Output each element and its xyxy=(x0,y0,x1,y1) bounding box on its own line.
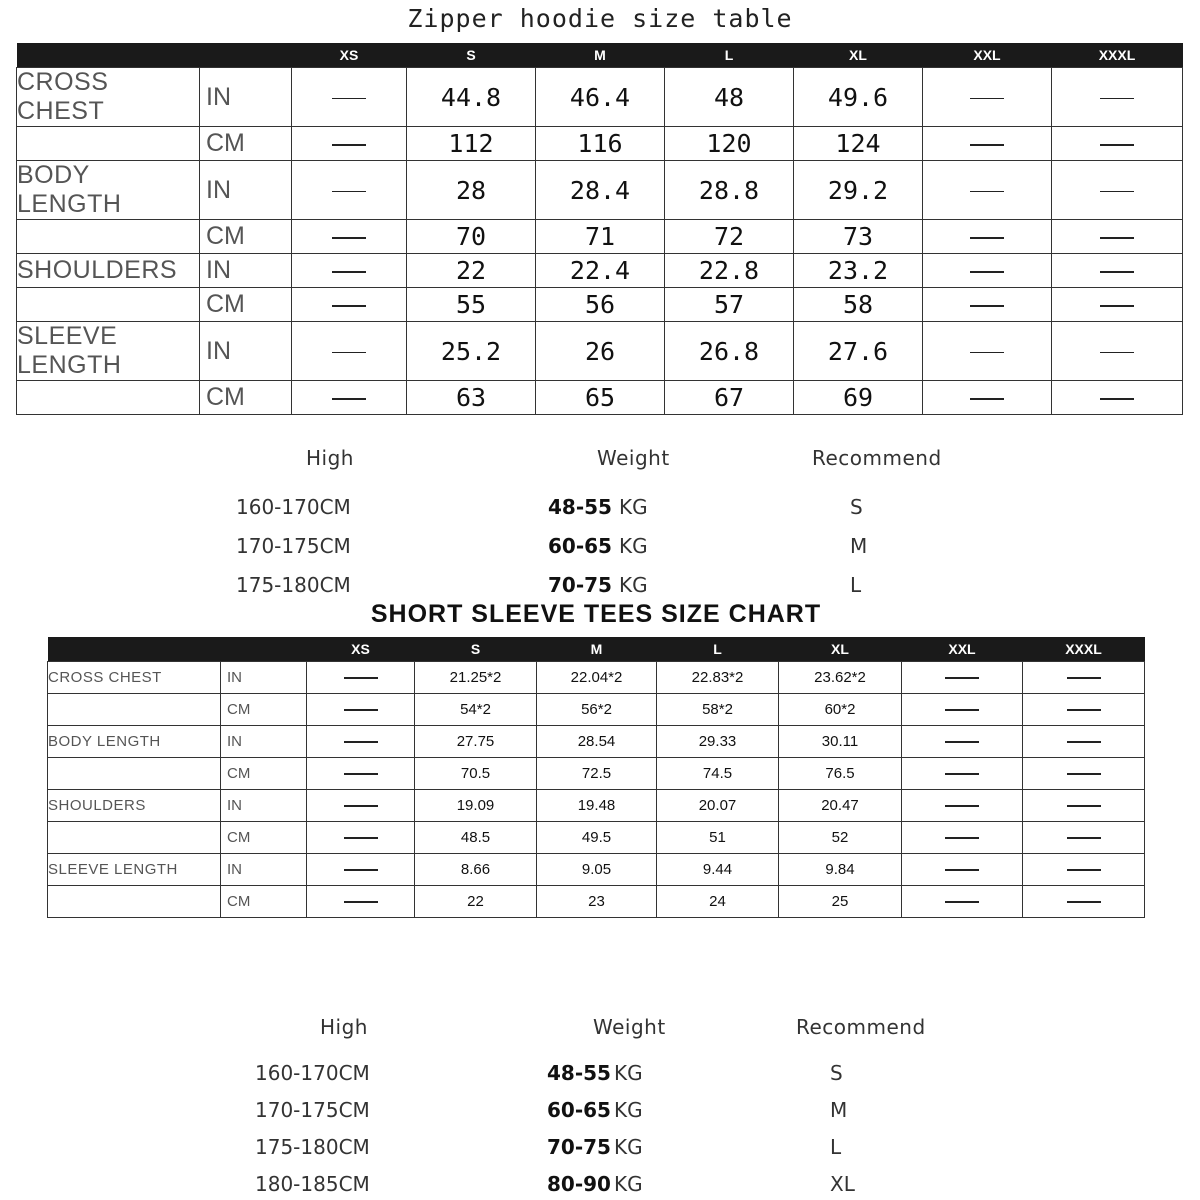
size-header: S xyxy=(407,43,536,68)
value-cell: 25.2 xyxy=(407,322,536,381)
empty-cell xyxy=(902,790,1023,822)
table-row xyxy=(48,886,1145,918)
size-header: XXXL xyxy=(1052,43,1183,68)
size-header: M xyxy=(536,43,665,68)
empty-cell xyxy=(292,220,407,254)
empty-cell xyxy=(1052,220,1183,254)
measure-label xyxy=(17,127,200,161)
value-cell: 58 xyxy=(794,288,923,322)
dash-mark xyxy=(1067,677,1101,679)
value-cell: 23.62*2 xyxy=(779,662,902,694)
value-cell: 46.4 xyxy=(536,68,665,127)
unit-label: CM xyxy=(221,758,307,790)
value-cell: 124 xyxy=(794,127,923,161)
empty-cell xyxy=(902,822,1023,854)
value-cell: 27.75 xyxy=(415,726,537,758)
table-row xyxy=(48,854,1145,886)
value-cell: 24 xyxy=(657,886,779,918)
dash-mark xyxy=(1100,271,1134,273)
measure-label: CROSS CHEST xyxy=(17,68,200,127)
dash-mark xyxy=(1100,237,1134,239)
header-blank xyxy=(221,637,307,662)
dash-mark xyxy=(344,773,378,775)
dash-mark xyxy=(970,144,1004,146)
unit-label: CM xyxy=(200,288,292,322)
empty-cell xyxy=(902,662,1023,694)
measure-label: SHOULDERS xyxy=(17,254,200,288)
table-row xyxy=(17,322,1183,381)
size-header: XXL xyxy=(902,637,1023,662)
value-cell: 44.8 xyxy=(407,68,536,127)
value-cell: 22.04*2 xyxy=(537,662,657,694)
dash-mark xyxy=(1100,144,1134,146)
unit-label: IN xyxy=(200,68,292,127)
measure-label: CROSS CHEST xyxy=(48,662,221,694)
dash-mark xyxy=(332,305,366,307)
empty-cell xyxy=(902,886,1023,918)
value-cell: 70.5 xyxy=(415,758,537,790)
value-cell: 28.8 xyxy=(665,161,794,220)
dash-mark xyxy=(1100,191,1134,193)
dash-mark xyxy=(344,741,378,743)
dash-mark xyxy=(1100,352,1134,354)
dash-mark xyxy=(332,191,366,193)
measure-label xyxy=(48,694,221,726)
empty-cell xyxy=(1023,886,1145,918)
value-cell: 9.44 xyxy=(657,854,779,886)
dash-mark xyxy=(970,398,1004,400)
value-cell: 56*2 xyxy=(537,694,657,726)
value-cell: 28 xyxy=(407,161,536,220)
value-cell: 76.5 xyxy=(779,758,902,790)
weight-unit: KG xyxy=(619,573,648,597)
empty-cell xyxy=(902,694,1023,726)
unit-label: IN xyxy=(221,854,307,886)
empty-cell xyxy=(1023,758,1145,790)
size-header: XL xyxy=(794,43,923,68)
header-blank xyxy=(48,637,221,662)
value-cell: 25 xyxy=(779,886,902,918)
empty-cell xyxy=(292,127,407,161)
weight-unit: KG xyxy=(614,1061,643,1085)
empty-cell xyxy=(1052,381,1183,415)
table-row xyxy=(17,220,1183,254)
table-row xyxy=(17,161,1183,220)
dash-mark xyxy=(970,237,1004,239)
table-row xyxy=(48,790,1145,822)
weight-unit: KG xyxy=(614,1098,643,1122)
size-header-row xyxy=(17,43,1183,68)
value-cell: 112 xyxy=(407,127,536,161)
empty-cell xyxy=(1052,322,1183,381)
table-row xyxy=(48,726,1145,758)
empty-cell xyxy=(292,68,407,127)
dash-mark xyxy=(945,741,979,743)
weight-header: Weight xyxy=(593,1015,666,1039)
height-range: 175-180CM xyxy=(255,1135,370,1159)
recommend-header: Recommend xyxy=(796,1015,926,1039)
unit-label: IN xyxy=(221,662,307,694)
size-header: M xyxy=(537,637,657,662)
high-header: High xyxy=(306,446,354,470)
weight-unit: KG xyxy=(619,534,648,558)
empty-cell xyxy=(1052,161,1183,220)
dash-mark xyxy=(344,901,378,903)
recommended-size: L xyxy=(850,573,862,597)
value-cell: 49.5 xyxy=(537,822,657,854)
value-cell: 28.4 xyxy=(536,161,665,220)
weight-header: Weight xyxy=(597,446,670,470)
size-header: L xyxy=(665,43,794,68)
dash-mark xyxy=(1067,869,1101,871)
unit-label: IN xyxy=(221,726,307,758)
dash-mark xyxy=(332,98,366,100)
value-cell: 22 xyxy=(407,254,536,288)
unit-label: CM xyxy=(221,822,307,854)
empty-cell xyxy=(1023,790,1145,822)
empty-cell xyxy=(307,886,415,918)
measure-label xyxy=(48,822,221,854)
empty-cell xyxy=(307,822,415,854)
height-range: 180-185CM xyxy=(255,1172,370,1196)
size-header: L xyxy=(657,637,779,662)
unit-label: IN xyxy=(200,254,292,288)
value-cell: 71 xyxy=(536,220,665,254)
dash-mark xyxy=(945,869,979,871)
empty-cell xyxy=(1023,662,1145,694)
recommend-header: Recommend xyxy=(812,446,942,470)
empty-cell xyxy=(1023,854,1145,886)
height-range: 175-180CM xyxy=(236,573,351,597)
empty-cell xyxy=(902,726,1023,758)
empty-cell xyxy=(292,288,407,322)
empty-cell xyxy=(923,381,1052,415)
value-cell: 116 xyxy=(536,127,665,161)
hoodie-size-table-title: Zipper hoodie size table xyxy=(407,4,793,33)
weight-range: 48-55 xyxy=(547,1061,611,1085)
recommended-size: XL xyxy=(830,1172,855,1196)
tees-size-chart-title: SHORT SLEEVE TEES SIZE CHART xyxy=(370,600,822,628)
empty-cell xyxy=(902,854,1023,886)
value-cell: 22.83*2 xyxy=(657,662,779,694)
recommended-size: M xyxy=(830,1098,848,1122)
dash-mark xyxy=(332,237,366,239)
empty-cell xyxy=(307,758,415,790)
size-header-row xyxy=(48,637,1145,662)
dash-mark xyxy=(1067,773,1101,775)
value-cell: 21.25*2 xyxy=(415,662,537,694)
dash-mark xyxy=(945,677,979,679)
dash-mark xyxy=(332,271,366,273)
table-row xyxy=(48,758,1145,790)
dash-mark xyxy=(1100,398,1134,400)
empty-cell xyxy=(1052,127,1183,161)
value-cell: 56 xyxy=(536,288,665,322)
empty-cell xyxy=(923,127,1052,161)
recommended-size: S xyxy=(830,1061,843,1085)
height-range: 160-170CM xyxy=(255,1061,370,1085)
dash-mark xyxy=(1100,305,1134,307)
value-cell: 23 xyxy=(537,886,657,918)
dash-mark xyxy=(945,773,979,775)
value-cell: 49.6 xyxy=(794,68,923,127)
empty-cell xyxy=(307,854,415,886)
value-cell: 69 xyxy=(794,381,923,415)
unit-label: IN xyxy=(221,790,307,822)
value-cell: 20.07 xyxy=(657,790,779,822)
empty-cell xyxy=(1052,288,1183,322)
measure-label: SLEEVE LENGTH xyxy=(17,322,200,381)
size-header: XS xyxy=(292,43,407,68)
value-cell: 67 xyxy=(665,381,794,415)
table-row xyxy=(17,254,1183,288)
dash-mark xyxy=(945,805,979,807)
dash-mark xyxy=(332,398,366,400)
empty-cell xyxy=(1023,726,1145,758)
value-cell: 51 xyxy=(657,822,779,854)
measure-label: BODY LENGTH xyxy=(17,161,200,220)
value-cell: 28.54 xyxy=(537,726,657,758)
unit-label: CM xyxy=(221,886,307,918)
empty-cell xyxy=(307,726,415,758)
measure-label xyxy=(48,886,221,918)
value-cell: 52 xyxy=(779,822,902,854)
unit-label: IN xyxy=(200,322,292,381)
dash-mark xyxy=(344,869,378,871)
empty-cell xyxy=(923,220,1052,254)
dash-mark xyxy=(344,805,378,807)
empty-cell xyxy=(1052,68,1183,127)
hoodie-size-table xyxy=(16,43,1183,415)
table-row xyxy=(48,662,1145,694)
value-cell: 57 xyxy=(665,288,794,322)
dash-mark xyxy=(332,144,366,146)
dash-mark xyxy=(970,271,1004,273)
empty-cell xyxy=(292,322,407,381)
empty-cell xyxy=(923,68,1052,127)
empty-cell xyxy=(292,254,407,288)
value-cell: 74.5 xyxy=(657,758,779,790)
value-cell: 65 xyxy=(536,381,665,415)
dash-mark xyxy=(1067,709,1101,711)
empty-cell xyxy=(923,254,1052,288)
weight-range: 60-65 xyxy=(548,534,612,558)
dash-mark xyxy=(344,837,378,839)
empty-cell xyxy=(902,758,1023,790)
recommended-size: L xyxy=(830,1135,842,1159)
dash-mark xyxy=(970,98,1004,100)
value-cell: 58*2 xyxy=(657,694,779,726)
value-cell: 30.11 xyxy=(779,726,902,758)
measure-label: SHOULDERS xyxy=(48,790,221,822)
table-row xyxy=(17,127,1183,161)
dash-mark xyxy=(970,352,1004,354)
empty-cell xyxy=(1052,254,1183,288)
weight-range: 70-75 xyxy=(547,1135,611,1159)
value-cell: 20.47 xyxy=(779,790,902,822)
unit-label: CM xyxy=(200,127,292,161)
unit-label: CM xyxy=(221,694,307,726)
weight-unit: KG xyxy=(619,495,648,519)
dash-mark xyxy=(1067,741,1101,743)
value-cell: 54*2 xyxy=(415,694,537,726)
value-cell: 27.6 xyxy=(794,322,923,381)
weight-range: 70-75 xyxy=(548,573,612,597)
empty-cell xyxy=(923,322,1052,381)
value-cell: 55 xyxy=(407,288,536,322)
value-cell: 63 xyxy=(407,381,536,415)
weight-range: 80-90 xyxy=(547,1172,611,1196)
unit-label: CM xyxy=(200,220,292,254)
value-cell: 120 xyxy=(665,127,794,161)
value-cell: 19.48 xyxy=(537,790,657,822)
weight-range: 48-55 xyxy=(548,495,612,519)
size-header: XXXL xyxy=(1023,637,1145,662)
dash-mark xyxy=(945,901,979,903)
measure-label xyxy=(17,381,200,415)
unit-label: IN xyxy=(200,161,292,220)
value-cell: 29.33 xyxy=(657,726,779,758)
value-cell: 22.8 xyxy=(665,254,794,288)
recommended-size: M xyxy=(850,534,868,558)
table-row xyxy=(17,288,1183,322)
value-cell: 72.5 xyxy=(537,758,657,790)
value-cell: 48.5 xyxy=(415,822,537,854)
measure-label xyxy=(17,288,200,322)
dash-mark xyxy=(1067,805,1101,807)
dash-mark xyxy=(1067,837,1101,839)
tees-size-table xyxy=(47,637,1145,918)
dash-mark xyxy=(970,191,1004,193)
dash-mark xyxy=(945,709,979,711)
dash-mark xyxy=(1100,98,1134,100)
high-header: High xyxy=(320,1015,368,1039)
empty-cell xyxy=(1023,822,1145,854)
size-header: S xyxy=(415,637,537,662)
value-cell: 72 xyxy=(665,220,794,254)
height-range: 160-170CM xyxy=(236,495,351,519)
value-cell: 70 xyxy=(407,220,536,254)
value-cell: 8.66 xyxy=(415,854,537,886)
measure-label xyxy=(17,220,200,254)
empty-cell xyxy=(292,161,407,220)
empty-cell xyxy=(292,381,407,415)
weight-unit: KG xyxy=(614,1172,643,1196)
value-cell: 9.84 xyxy=(779,854,902,886)
weight-range: 60-65 xyxy=(547,1098,611,1122)
recommended-size: S xyxy=(850,495,863,519)
value-cell: 60*2 xyxy=(779,694,902,726)
dash-mark xyxy=(970,305,1004,307)
header-blank xyxy=(200,43,292,68)
measure-label xyxy=(48,758,221,790)
height-range: 170-175CM xyxy=(236,534,351,558)
value-cell: 26.8 xyxy=(665,322,794,381)
empty-cell xyxy=(307,694,415,726)
table-row xyxy=(48,822,1145,854)
size-header: XL xyxy=(779,637,902,662)
value-cell: 23.2 xyxy=(794,254,923,288)
value-cell: 73 xyxy=(794,220,923,254)
dash-mark xyxy=(344,677,378,679)
dash-mark xyxy=(332,352,366,354)
value-cell: 48 xyxy=(665,68,794,127)
empty-cell xyxy=(923,161,1052,220)
table-row xyxy=(17,68,1183,127)
value-cell: 29.2 xyxy=(794,161,923,220)
empty-cell xyxy=(1023,694,1145,726)
measure-label: SLEEVE LENGTH xyxy=(48,854,221,886)
height-range: 170-175CM xyxy=(255,1098,370,1122)
value-cell: 22 xyxy=(415,886,537,918)
measure-label: BODY LENGTH xyxy=(48,726,221,758)
size-header: XS xyxy=(307,637,415,662)
empty-cell xyxy=(307,662,415,694)
empty-cell xyxy=(307,790,415,822)
weight-unit: KG xyxy=(614,1135,643,1159)
dash-mark xyxy=(1067,901,1101,903)
unit-label: CM xyxy=(200,381,292,415)
table-row xyxy=(48,694,1145,726)
dash-mark xyxy=(344,709,378,711)
value-cell: 9.05 xyxy=(537,854,657,886)
value-cell: 22.4 xyxy=(536,254,665,288)
value-cell: 26 xyxy=(536,322,665,381)
table-row xyxy=(17,381,1183,415)
dash-mark xyxy=(945,837,979,839)
value-cell: 19.09 xyxy=(415,790,537,822)
size-header: XXL xyxy=(923,43,1052,68)
header-blank xyxy=(17,43,200,68)
empty-cell xyxy=(923,288,1052,322)
